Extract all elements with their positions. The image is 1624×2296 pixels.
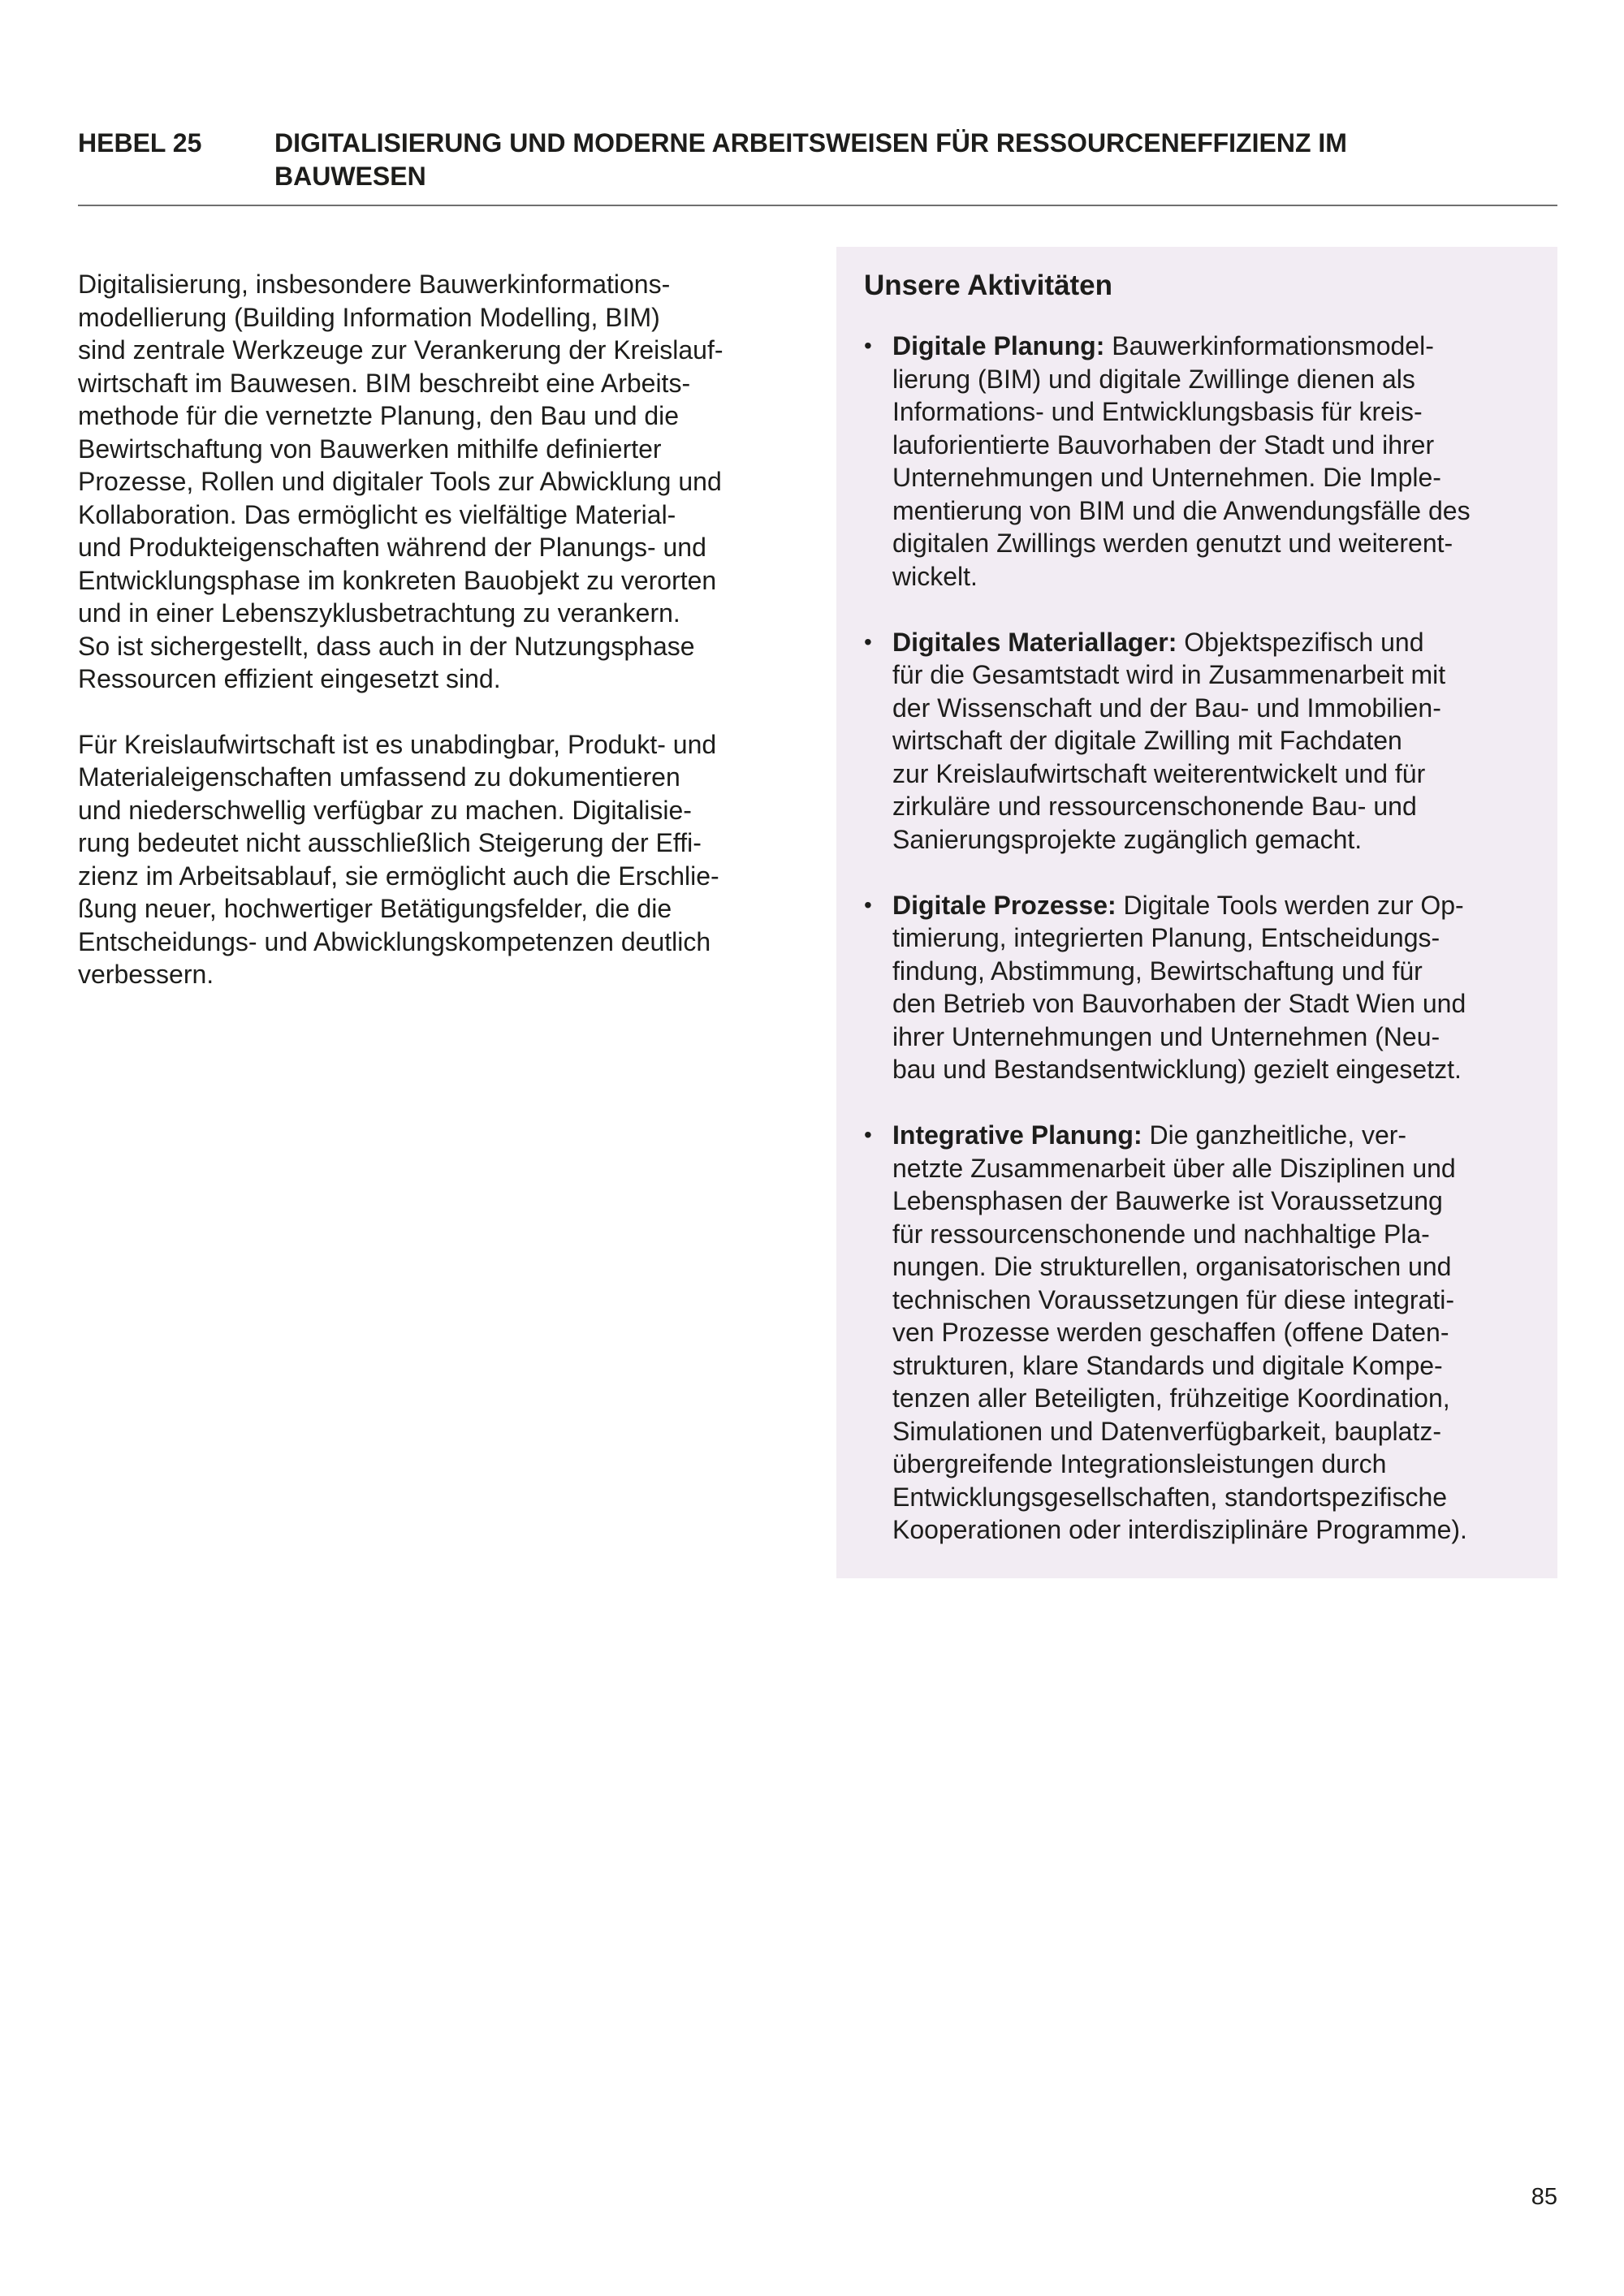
activity-description: Objektspezifisch und für die Gesamtstadt wird in Zusammenarbeit mit der Wissenschaft und der Bau- und Immobilien- wirtschaft der digitale Zwilling mit Fachdaten zur Kreislaufwirtschaft weiterentwickelt und für zirkuläre und ressourcenschonende Bau- und Sanierungsprojekte zugänglich gemacht. bbox=[892, 627, 1446, 854]
activity-item-digitale-planung bbox=[864, 330, 1530, 593]
activity-description: Digitale Tools werden zur Op- timierung, integrierten Planung, Entscheidungs- findung, Abstimmung, Bewirtschaftung und für den Betrieb von Bauvorhaben der Stadt Wien und ihrer Unternehmungen und Unternehmen (Neu- bau und Bestandsentwicklung) gezielt eingesetzt. bbox=[892, 890, 1466, 1084]
activities-box bbox=[836, 247, 1557, 1578]
activities-list bbox=[864, 330, 1530, 1547]
activity-item-integrative-planung bbox=[864, 1119, 1530, 1547]
activity-body bbox=[892, 331, 1471, 591]
bullet-icon: • bbox=[864, 628, 872, 654]
page-number: 85 bbox=[1531, 2184, 1557, 2210]
bullet-icon: • bbox=[864, 1122, 872, 1147]
activity-title: Digitales Materiallager: bbox=[892, 627, 1177, 657]
activity-title: Integrative Planung: bbox=[892, 1120, 1142, 1150]
intro-paragraph: Für Kreislaufwirtschaft ist es unabdingbar, Produkt- und Materialeigenschaften umfassend zu dokumentieren und niederschwellig verfügbar zu machen. Digitalisie- rung bedeutet nicht ausschließlich Steigerung der Effi- zienz im Arbeitsablauf, sie ermöglicht auch die Erschlie- ßung neuer, hochwertiger Betätigungsfelder, die die Entscheidungs- und Abwicklungskompetenzen deutlich verbessern. bbox=[78, 729, 719, 989]
lever-number: HEBEL 25 bbox=[78, 128, 202, 158]
activity-item-digitales-materiallager bbox=[864, 626, 1530, 857]
intro-paragraph: Digitalisierung, insbesondere Bauwerkinformations- modellierung (Building Information Modelling, BIM) sind zentrale Werkzeuge zur Verankerung der Kreislauf- wirtschaft im Bauwesen. BIM beschreibt eine Arbeits- methode für die vernetzte Planung, den Bau und die Bewirtschaftung von Bauwerken mithilfe definierter Prozesse, Rollen und digitaler Tools zur Abwicklung und Kollaboration. Das ermöglicht es vielfältige Material- und Produkteigenschaften während der Planungs- und Entwicklungsphase im konkreten Bauobjekt zu verorten und in einer Lebenszyklusbetrachtung zu verankern. So ist sichergestellt, dass auch in der Nutzungsphase Ressourcen effizient eingesetzt sind. bbox=[78, 270, 723, 693]
activities-heading: Unsere Aktivitäten bbox=[864, 270, 1113, 301]
bullet-icon: • bbox=[864, 333, 872, 358]
activity-title: Digitale Prozesse: bbox=[892, 890, 1116, 920]
section-header bbox=[78, 127, 1557, 206]
intro-text-column bbox=[78, 268, 793, 1024]
activity-body bbox=[892, 628, 1445, 854]
activity-item-digitale-prozesse bbox=[864, 889, 1530, 1086]
activity-description: Die ganzheitliche, ver- netzte Zusammenarbeit über alle Disziplinen und Lebensphasen der Bauwerke ist Voraussetzung für ressourcenschonende und nachhaltige Pla- nungen. Die strukturellen, organisatorischen und technischen Voraussetzungen für diese integrati- ven Prozesse werden geschaffen (offene Daten- strukturen, klare Standards und digitale Kompe- tenzen aller Beteiligten, frühzeitige Koordination, Simulationen und Datenverfügbarkeit, bauplatz- übergreifende Integrationsleistungen durch Entwicklungsgesellschaften, standortspezifische Kooperationen oder interdisziplinäre Programme). bbox=[892, 1120, 1467, 1544]
activity-title: Digitale Planung: bbox=[892, 331, 1105, 360]
activity-description: Bauwerkinformationsmodel- lierung (BIM) und digitale Zwillinge dienen als Informations- und Entwicklungsbasis für kreis- lauforientierte Bauvorhaben der Stadt und ihrer Unternehmungen und Unternehmen. Die Imple- mentierung von BIM und die Anwendungsfälle des digitalen Zwillings werden genutzt und weiterent- wickelt. bbox=[892, 331, 1471, 591]
activity-body bbox=[892, 891, 1466, 1085]
activity-body bbox=[892, 1120, 1467, 1544]
lever-title: DIGITALISIERUNG UND MODERNE ARBEITSWEISEN FÜR RESSOURCENEFFIZIENZ IM BAUWESEN bbox=[274, 128, 1347, 191]
bullet-icon: • bbox=[864, 891, 872, 917]
